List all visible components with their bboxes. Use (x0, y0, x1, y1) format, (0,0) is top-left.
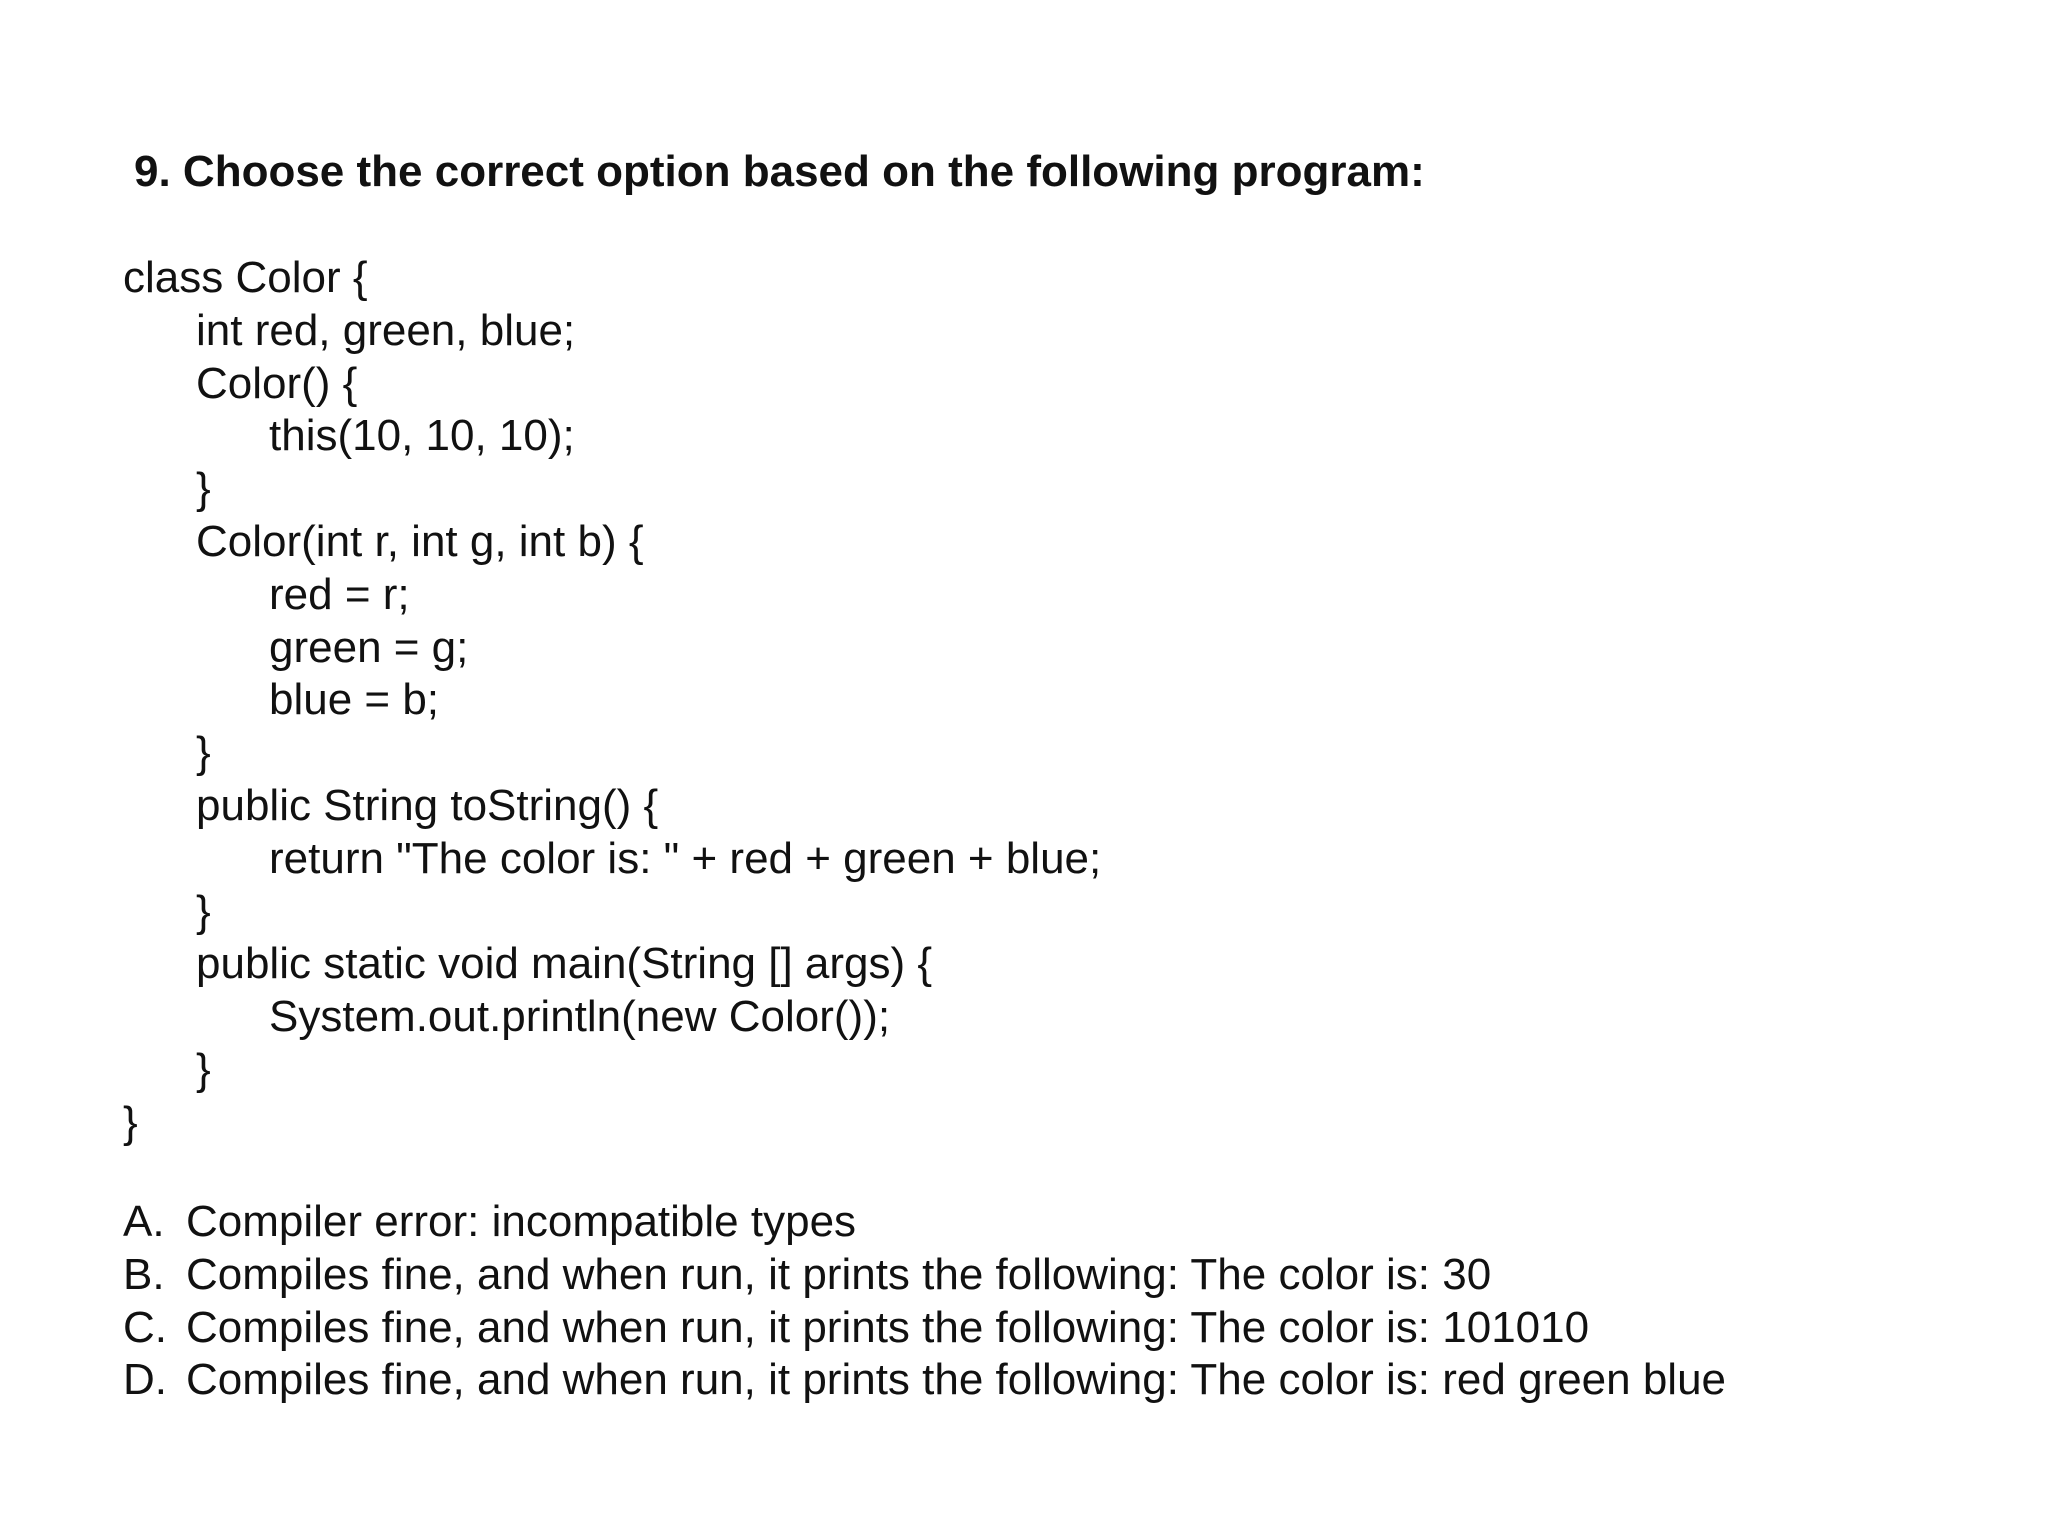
option-d (123, 1354, 1923, 1407)
code-line: red = r; (269, 569, 410, 619)
option-letter: B. (123, 1249, 165, 1299)
option-text: Compiles fine, and when run, it prints the following: The color is: 30 (186, 1249, 1492, 1299)
code-line: Color() { (196, 358, 358, 408)
code-block (123, 252, 1523, 1150)
option-b (123, 1249, 1923, 1302)
code-line: public String toString() { (196, 780, 659, 830)
option-text: Compiles fine, and when run, it prints the following: The color is: 101010 (186, 1302, 1590, 1352)
option-letter: D. (123, 1355, 167, 1405)
code-line: } (196, 886, 211, 936)
code-line: System.out.println(new Color()); (269, 992, 891, 1042)
code-line: } (196, 464, 211, 514)
code-line: } (123, 1097, 138, 1147)
code-line: Color(int r, int g, int b) { (196, 516, 644, 566)
code-line: green = g; (269, 622, 469, 672)
option-a (123, 1196, 1923, 1249)
answer-options (123, 1196, 1923, 1407)
code-line: int red, green, blue; (196, 305, 576, 355)
option-text: Compiles fine, and when run, it prints the following: The color is: red green blue (186, 1355, 1727, 1405)
code-line: this(10, 10, 10); (269, 411, 575, 461)
code-line: blue = b; (269, 675, 440, 725)
option-c (123, 1302, 1923, 1355)
code-line: } (196, 1044, 211, 1094)
option-text: Compiler error: incompatible types (186, 1197, 857, 1246)
option-letter: C. (123, 1302, 167, 1352)
code-line: return "The color is: " + red + green + blue; (269, 833, 1102, 883)
question-title: 9. Choose the correct option based on the following program: (134, 147, 1425, 196)
code-line: class Color { (123, 253, 368, 302)
option-letter: A. (123, 1197, 165, 1246)
code-line: public static void main(String [] args) { (196, 939, 933, 989)
code-line: } (196, 728, 211, 778)
